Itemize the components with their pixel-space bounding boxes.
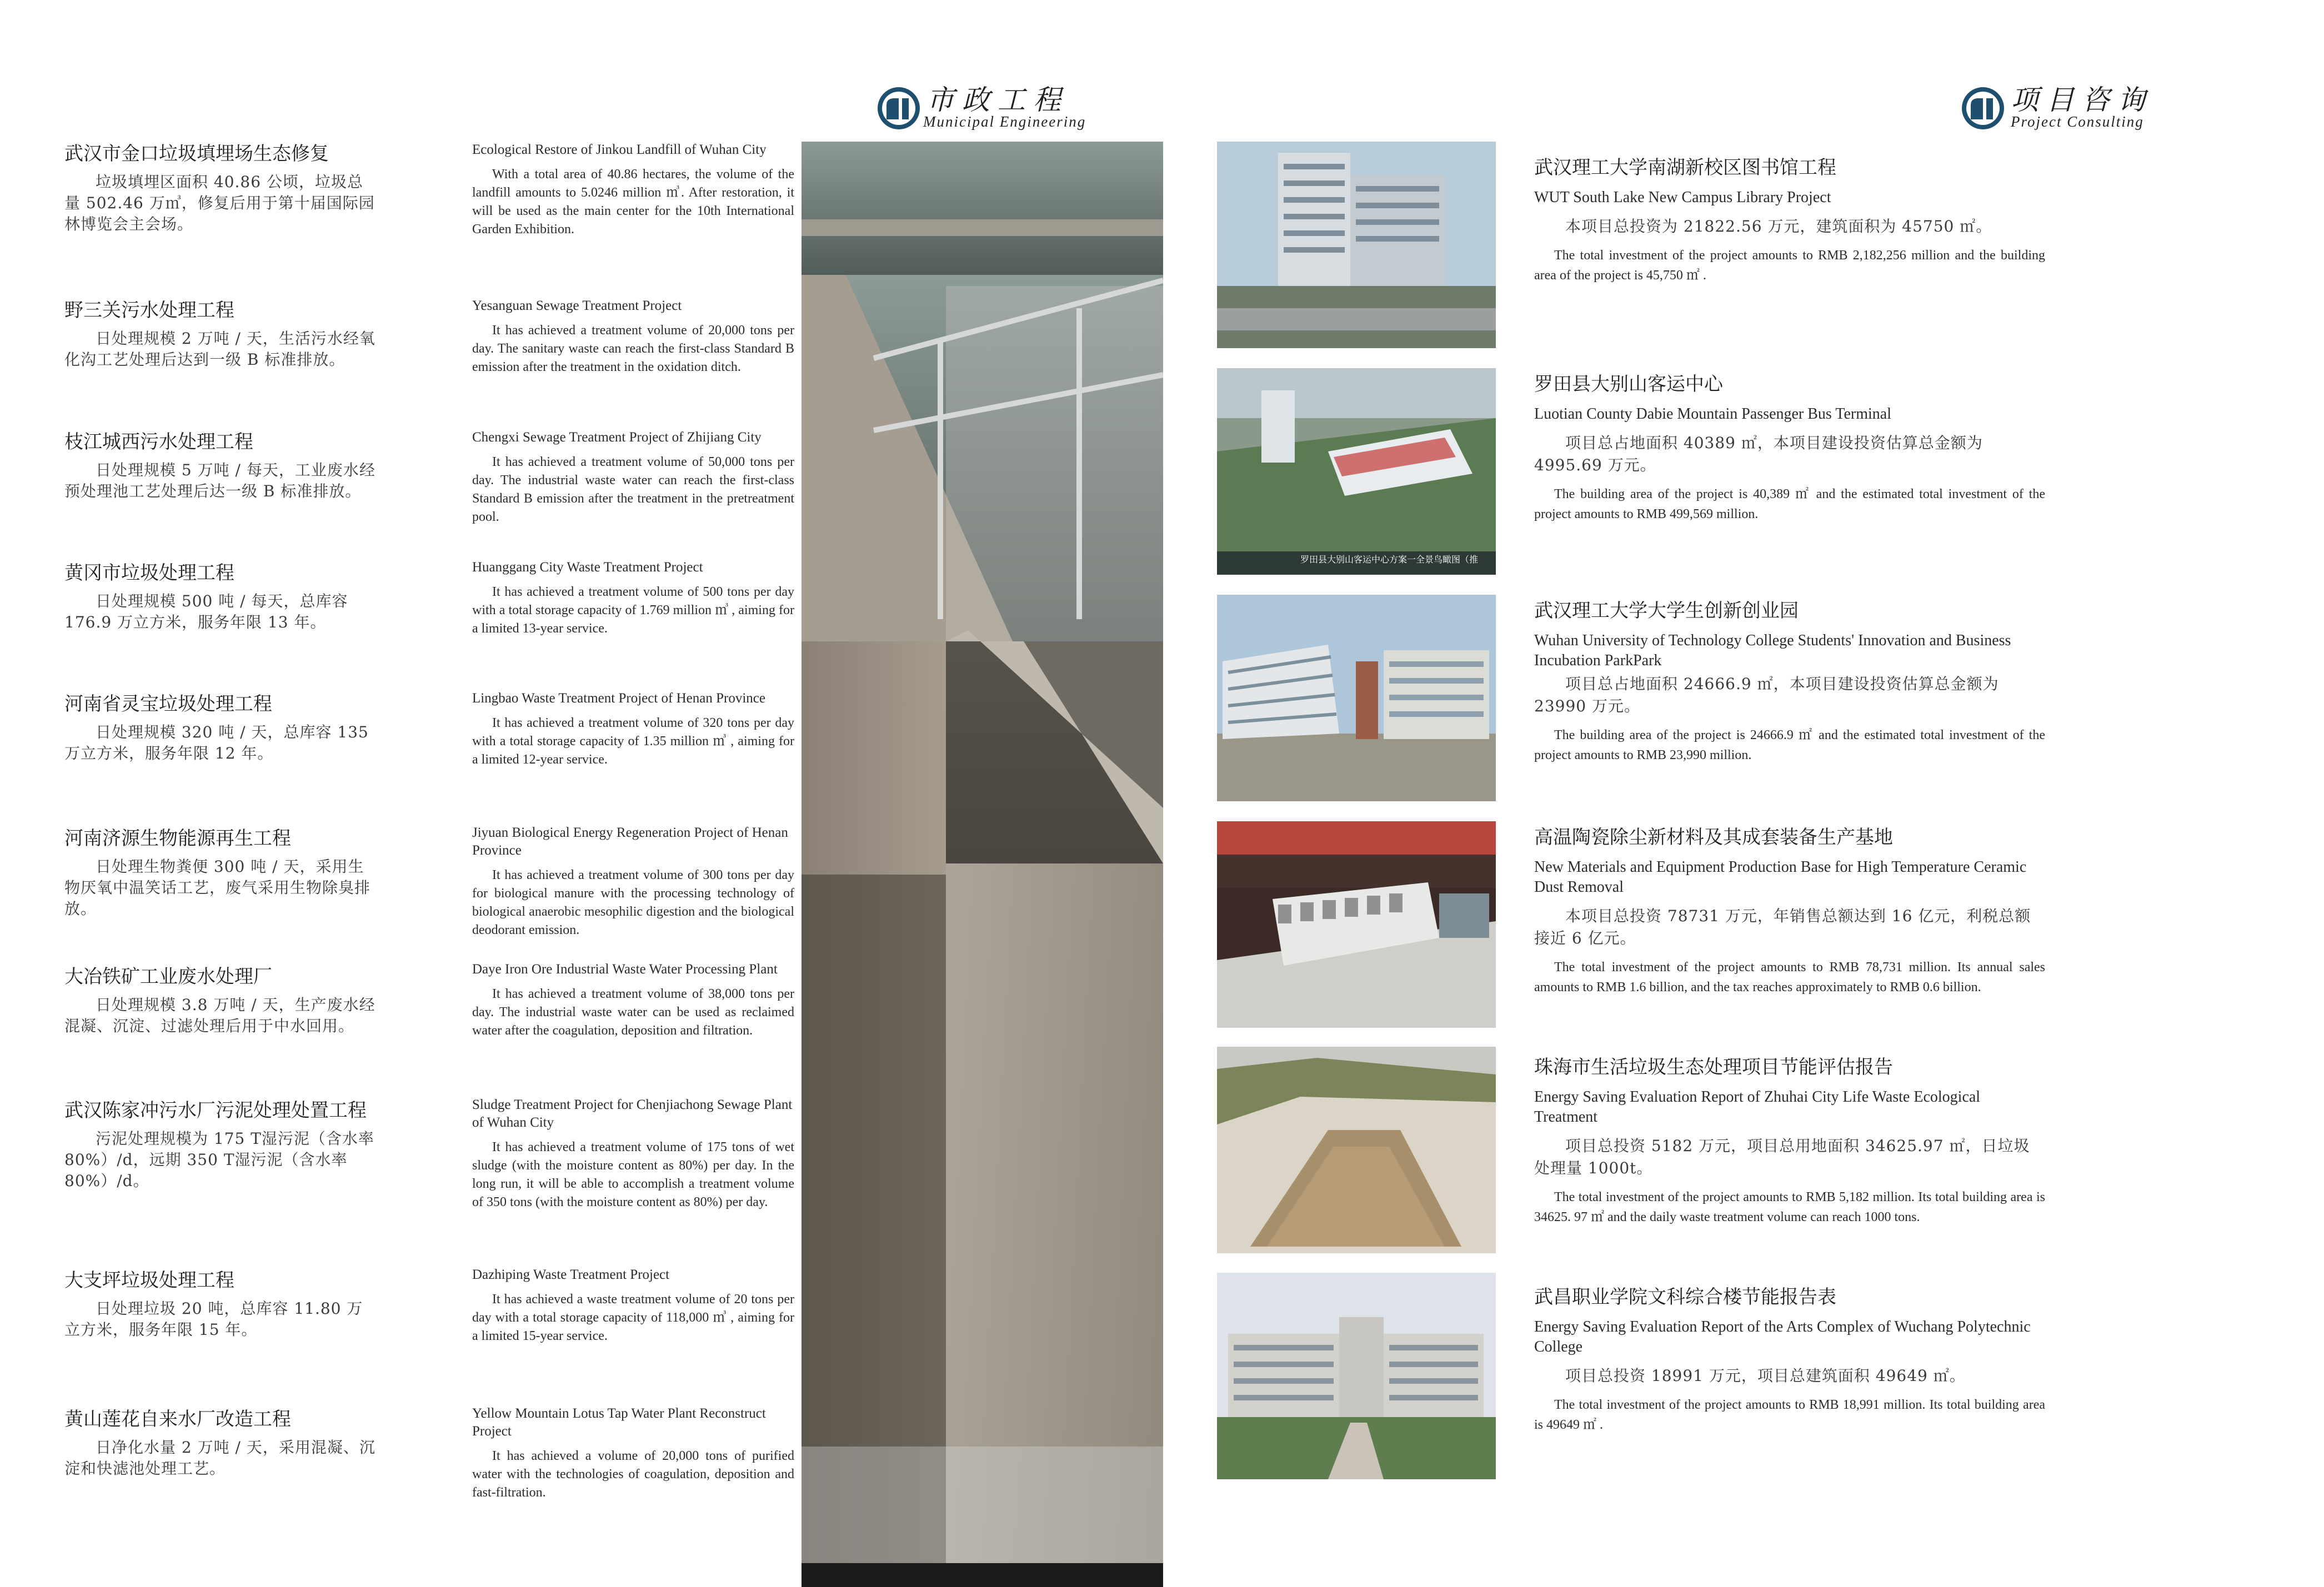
project-en-description: It has achieved a treatment volume of 50,000 tons per day. The industrial waste water can reach the first-class Standard B emission after the treatment in the pretreatment pool. [472, 455, 794, 524]
project-en-block [472, 824, 794, 940]
project-cn-title: 野三关污水处理工程 [64, 299, 234, 322]
consulting-en-title: Energy Saving Evaluation Report of the Arts Complex of Wuchang Polytechnic College [1534, 1318, 2031, 1355]
college-building-project-image [1217, 1273, 1496, 1479]
project-cn-block [64, 1407, 375, 1479]
section-title-en-municipal: Municipal Engineering [923, 113, 1086, 130]
innovation-park-project-image [1217, 595, 1496, 801]
consulting-cn-description: 项目总占地面积 40389 ㎡，本项目建设投资估算总金额为 4995.69 万元。 [1534, 434, 1983, 474]
section-title-en-consulting: Project Consulting [2011, 113, 2144, 130]
consulting-project-block [1534, 1055, 2045, 1227]
ceramic-factory-project-image [1217, 821, 1496, 1028]
project-en-description: It has achieved a treatment volume of 500 tons per day with a total storage capacity of 1.769 million ㎥ , aiming for a limited 13-year service. [472, 585, 794, 636]
project-cn-block [64, 965, 375, 1037]
sewage-tank-photo [802, 142, 1163, 1587]
project-cn-block [64, 826, 375, 920]
library-project-image [1217, 142, 1496, 348]
project-en-title: Dazhiping Waste Treatment Project [472, 1267, 670, 1282]
consulting-cn-description: 项目总投资 5182 万元，项目总用地面积 34625.97 ㎡，日垃圾处理量 1000t。 [1534, 1137, 2030, 1177]
consulting-en-title: Luotian County Dabie Mountain Passenger Bus Terminal [1534, 405, 1891, 423]
project-en-description: It has achieved a treatment volume of 320 tons per day with a total storage capacity of 1.35 million ㎥ , aiming for a limited 12-year service. [472, 716, 794, 767]
project-cn-block [64, 1268, 375, 1340]
consulting-en-title: Energy Saving Evaluation Report of Zhuhai City Life Waste Ecological Treatment [1534, 1088, 1981, 1126]
consulting-cn-description: 项目总占地面积 24666.9 ㎡，本项目建设投资估算总金额为 23990 万元。 [1534, 675, 1999, 715]
project-en-title: Sludge Treatment Project for Chenjiachong Sewage Plant of Wuhan City [472, 1097, 793, 1130]
consulting-cn-description: 本项目总投资 78731 万元，年销售总额达到 16 亿元，利税总额接近 6 亿元。 [1534, 907, 2031, 947]
consulting-cn-title: 武昌职业学院文科综合楼节能报告表 [1534, 1286, 1836, 1308]
consulting-en-title: WUT South Lake New Campus Library Project [1534, 189, 1831, 206]
project-en-title: Daye Iron Ore Industrial Waste Water Processing Plant [472, 962, 778, 977]
consulting-cn-description: 本项目总投资为 21822.56 万元，建筑面积为 45750 ㎡。 [1565, 217, 1992, 235]
project-en-title: Yellow Mountain Lotus Tap Water Plant Reconstruct Project [472, 1406, 766, 1439]
consulting-project-block [1534, 372, 2045, 524]
bus-terminal-project-image [1217, 368, 1496, 575]
consulting-en-description: The total investment of the project amounts to RMB 2,182,256 million and the building area of the project is 45,750 ㎡ . [1534, 248, 2045, 283]
project-cn-description: 日处理生物粪便 300 吨 / 天，采用生物厌氧中温笑话工艺，废气采用生物除臭排放。 [64, 857, 371, 918]
project-cn-title: 黄冈市垃圾处理工程 [64, 562, 234, 584]
project-en-block [472, 141, 794, 239]
image-caption: 罗田县大别山客运中心方案一全景鸟瞰图（推 [1300, 554, 1479, 565]
project-cn-title: 武汉市金口垃圾填埋场生态修复 [64, 143, 329, 165]
consulting-en-description: The total investment of the project amounts to RMB 78,731 million. Its annual sales amounts to RMB 1.6 billion, and the tax reaches approximately to RMB 0.6 billion. [1534, 960, 2045, 995]
project-en-description: It has achieved a treatment volume of 175 tons of wet sludge (with the moisture content as 80%) per day. In the long run, it will be able to accomplish a treatment volume of 350 tons (with the moisture content as 80%) per day. [472, 1140, 794, 1209]
project-en-description: With a total area of 40.86 hectares, the volume of the landfill amounts to 5.0246 million ㎥. After restoration, it will be used as the main center for the 10th International Garden Exhibition. [472, 167, 794, 237]
project-en-description: It has achieved a treatment volume of 300 tons per day for biological manure with the processing technology of biological anaerobic mesophilic digestion and the biological deodorant emission. [472, 868, 794, 937]
consulting-cn-description: 项目总投资 18991 万元，项目总建筑面积 49649 ㎡。 [1565, 1367, 1966, 1385]
company-logo-icon [876, 86, 921, 130]
project-en-block [472, 1266, 794, 1345]
consulting-cn-title: 高温陶瓷除尘新材料及其成套装备生产基地 [1534, 826, 1893, 848]
section-title-cn-municipal: 市政工程 [926, 84, 1069, 116]
project-cn-description: 日处理规模 500 吨 / 每天，总库容 176.9 万立方米，服务年限 13 年。 [64, 592, 348, 631]
project-cn-block [64, 142, 375, 235]
project-cn-description: 垃圾填埋区面积 40.86 公顷，垃圾总量 502.46 万㎥，修复后用于第十届国际园林博览会主会场。 [64, 173, 375, 233]
consulting-en-title: Wuhan University of Technology College Students' Innovation and Business Incubation ParkPark [1534, 632, 2011, 669]
project-en-description: It has achieved a waste treatment volume of 20 tons per day with a total storage capacity of 118,000 ㎥ , aiming for a limited 15-year service. [472, 1292, 794, 1343]
project-en-block [472, 429, 794, 526]
project-en-block [472, 690, 794, 769]
project-en-description: It has achieved a volume of 20,000 tons of purified water with the technologies of coagulation, deposition and fast-filtration. [472, 1449, 794, 1500]
project-en-title: Yesanguan Sewage Treatment Project [472, 298, 682, 313]
consulting-project-block [1534, 1285, 2045, 1435]
project-cn-description: 日处理规模 3.8 万吨 / 天，生产废水经混凝、沉淀、过滤处理后用于中水回用。 [64, 996, 375, 1035]
project-en-title: Huanggang City Waste Treatment Project [472, 560, 703, 575]
project-en-block [472, 1405, 794, 1502]
consulting-en-description: The total investment of the project amounts to RMB 5,182 million. Its total building area is 34625. 97 ㎡ and the daily waste treatment volume can reach 1000 tons. [1534, 1190, 2045, 1224]
project-en-block [472, 961, 794, 1040]
project-cn-title: 枝江城西污水处理工程 [64, 431, 253, 453]
consulting-cn-title: 武汉理工大学南湖新校区图书馆工程 [1534, 157, 1836, 179]
project-cn-block [64, 430, 375, 502]
project-cn-block [64, 692, 375, 764]
project-en-description: It has achieved a treatment volume of 38,000 tons per day. The industrial waste water can be used as reclaimed water after the coagulation, deposition and filtration. [472, 987, 794, 1038]
consulting-en-description: The total investment of the project amounts to RMB 18,991 million. Its total building area is 49649 ㎡ . [1534, 1398, 2045, 1432]
project-cn-description: 日处理规模 320 吨 / 天，总库容 135 万立方米，服务年限 12 年。 [64, 723, 369, 762]
project-cn-description: 污泥处理规模为 175 T湿污泥（含水率 80%）/d，远期 350 T湿污泥（含水率 80%）/d。 [64, 1129, 374, 1190]
project-en-title: Lingbao Waste Treatment Project of Henan Province [472, 691, 765, 706]
project-cn-title: 大支坪垃圾处理工程 [64, 1269, 234, 1292]
project-en-block [472, 1096, 794, 1212]
consulting-cn-title: 罗田县大别山客运中心 [1534, 373, 1723, 395]
project-cn-title: 河南济源生物能源再生工程 [64, 827, 291, 850]
project-en-title: Ecological Restore of Jinkou Landfill of Wuhan City [472, 142, 767, 157]
company-logo-icon [1961, 86, 2005, 130]
consulting-project-block [1534, 825, 2045, 997]
consulting-project-block [1534, 599, 2045, 765]
project-cn-title: 武汉陈家冲污水厂污泥处理处置工程 [64, 1099, 367, 1122]
consulting-en-title: New Materials and Equipment Production Base for High Temperature Ceramic Dust Removal [1534, 858, 2027, 896]
project-cn-block [64, 1098, 375, 1192]
project-cn-description: 日处理规模 5 万吨 / 每天，工业废水经预处理池工艺处理后达一级 B 标准排放。 [64, 461, 375, 500]
project-cn-title: 黄山莲花自来水厂改造工程 [64, 1408, 291, 1430]
project-cn-description: 日处理规模 2 万吨 / 天，生活污水经氧化沟工艺处理后达到一级 B 标准排放。 [64, 329, 375, 369]
waste-landfill-project-image [1217, 1047, 1496, 1253]
project-en-block [472, 297, 794, 376]
project-en-title: Jiyuan Biological Energy Regeneration Project of Henan Province [472, 825, 788, 858]
project-cn-title: 大冶铁矿工业废水处理厂 [64, 966, 272, 988]
consulting-cn-title: 珠海市生活垃圾生态处理项目节能评估报告 [1534, 1056, 1893, 1078]
project-cn-block [64, 298, 375, 370]
project-cn-description: 日净化水量 2 万吨 / 天，采用混凝、沉淀和快滤池处理工艺。 [64, 1438, 375, 1478]
project-cn-title: 河南省灵宝垃圾处理工程 [64, 693, 272, 715]
section-title-cn-consulting: 项目咨询 [2011, 84, 2153, 116]
project-cn-description: 日处理垃圾 20 吨，总库容 11.80 万立方米，服务年限 15 年。 [64, 1299, 363, 1339]
project-en-title: Chengxi Sewage Treatment Project of Zhijiang City [472, 430, 762, 445]
project-en-block [472, 559, 794, 638]
project-cn-block [64, 561, 375, 633]
consulting-en-description: The building area of the project is 40,389 ㎡ and the estimated total investment of the project amounts to RMB 499,569 million. [1534, 487, 2045, 521]
consulting-en-description: The building area of the project is 24666.9 ㎡ and the estimated total investment of the project amounts to RMB 23,990 million. [1534, 728, 2045, 762]
consulting-cn-title: 武汉理工大学大学生创新创业园 [1534, 600, 1799, 622]
project-en-description: It has achieved a treatment volume of 20,000 tons per day. The sanitary waste can reach the first-class Standard B emission after the treatment in the oxidation ditch. [472, 323, 794, 374]
consulting-project-block [1534, 155, 2045, 285]
